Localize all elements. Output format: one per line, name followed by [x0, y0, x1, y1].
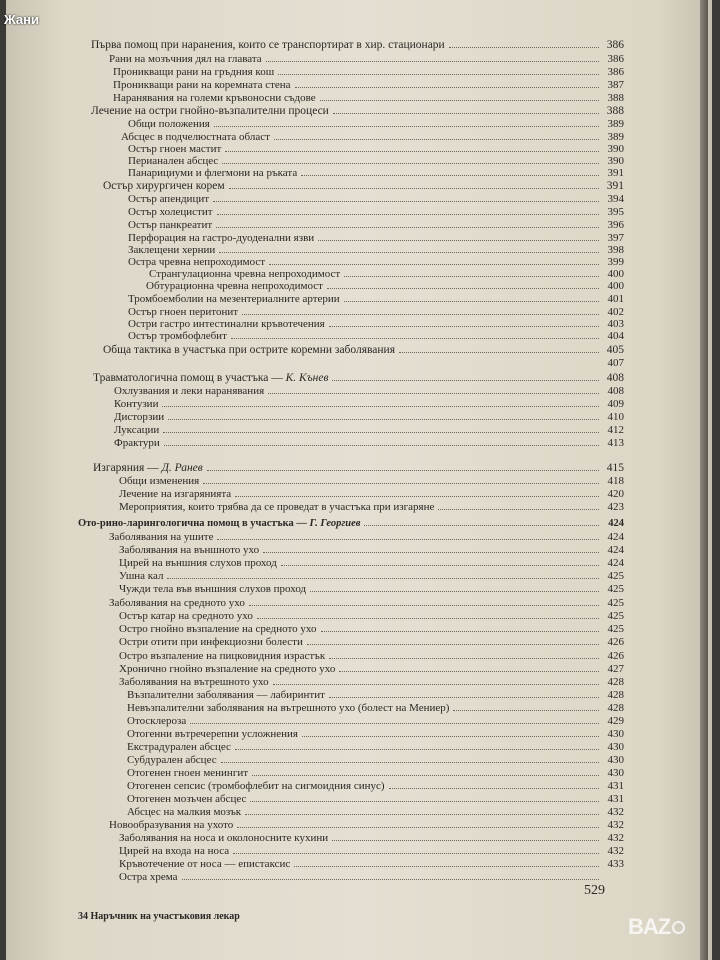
toc-entry-title: Обтурационна чревна непроходимост	[146, 280, 323, 292]
toc-entry	[114, 436, 624, 451]
toc-entry	[119, 635, 624, 650]
toc-leader-dots	[302, 736, 599, 737]
toc-leader-dots	[237, 827, 599, 828]
toc-leader-dots	[229, 188, 599, 189]
watermark-text: Жани	[4, 12, 39, 27]
toc-entry-title: Отогенен мозъчен абсцес	[127, 793, 247, 805]
toc-entry-page: 386	[606, 39, 624, 51]
toc-entry-title: Възпалителни заболявания — лабиринтит	[127, 689, 325, 701]
toc-entry-title: Остри гастро интестинални кръвотечения	[128, 318, 325, 330]
toc-entry-page: 412	[607, 424, 624, 436]
toc-entry-title: Заболявания на ушите	[109, 531, 214, 543]
toc-leader-dots	[307, 644, 599, 645]
toc-leader-dots	[225, 151, 599, 152]
toc-leader-dots	[217, 539, 599, 540]
toc-leader-dots	[281, 565, 599, 566]
toc-entry-title: Заболявания на носа и околоносните кухини	[119, 832, 329, 844]
toc-entry-title: Екстрадурален абсцес	[127, 741, 231, 753]
toc-entry-title: Кръвотечение от носа — епистаксис	[119, 858, 291, 870]
toc-entry-page: 432	[607, 819, 624, 831]
toc-entry-title: Остър тромбофлебит	[128, 330, 227, 342]
toc-entry-title: Травматологична помощ в участъка —	[93, 372, 283, 384]
toc-leader-dots	[364, 525, 599, 526]
toc-leader-dots	[329, 697, 599, 698]
toc-leader-dots	[301, 175, 599, 176]
toc-entry	[119, 870, 624, 885]
toc-entry-title: Хронично гнойно възпаление на средното ухо	[119, 663, 336, 675]
toc-entry-page: 397	[607, 232, 624, 244]
toc-entry-page: 404	[607, 330, 624, 342]
toc-leader-dots	[249, 605, 599, 606]
toc-entry-page: 425	[607, 570, 624, 582]
toc-entry-title: Цирей на входа на носа	[119, 845, 230, 857]
toc-entry-title: Общи изменения	[119, 475, 200, 487]
toc-entry-title: Луксации	[114, 424, 160, 436]
toc-entry-title: Ушна кал	[119, 570, 164, 582]
toc-entry-title: Остър гноен мастит	[128, 143, 222, 155]
toc-entry-author: Д. Ранев	[158, 462, 203, 474]
toc-leader-dots	[438, 509, 599, 510]
toc-entry-title: Първа помощ при наранения, които се транспортират в хир. стационари	[91, 39, 445, 51]
toc-entry-title: Охлузвания и леки наранявания	[114, 385, 265, 397]
toc-entry-title: Панарициуми и флегмони на ръката	[128, 167, 298, 179]
toc-entry-page: 425	[607, 597, 624, 609]
toc-entry-title: Тромбоемболии на мезентериалните артерии	[128, 293, 340, 305]
toc-entry-title: Остър катар на средното ухо	[119, 610, 253, 622]
toc-entry-page: 427	[607, 663, 624, 675]
toc-leader-dots	[339, 671, 599, 672]
toc-entry-title: Остър панкреатит	[128, 219, 213, 231]
toc-entry-title: Абсцес на малкия мозък	[127, 806, 242, 818]
toc-entry	[103, 356, 624, 371]
toc-leader-dots	[207, 470, 599, 471]
page-footer: 34 Наръчник на участъковия лекар	[78, 911, 240, 922]
toc-entry-page: 425	[607, 583, 624, 595]
toc-leader-dots	[269, 264, 599, 265]
toc-entry-title: Перфорация на гастро-дуоденални язви	[128, 232, 315, 244]
toc-entry-title: Остро гнойно възпаление на средното ухо	[119, 623, 317, 635]
toc-leader-dots	[164, 445, 599, 446]
toc-entry-title: Дисторзии	[114, 411, 165, 423]
toc-entry-page: 391	[607, 167, 624, 179]
toc-entry-page: 395	[607, 206, 624, 218]
toc-entry-page: 396	[607, 219, 624, 231]
toc-leader-dots	[320, 100, 599, 101]
toc-entry-page: 424	[607, 557, 624, 569]
toc-entry-title: Проникващи рани на гръдния кош	[113, 66, 275, 78]
toc-leader-dots	[221, 762, 599, 763]
toc-entry-title: Лечение на остри гнойно-възпалителни процеси	[91, 105, 329, 117]
toc-leader-dots	[162, 406, 599, 407]
toc-entry-title: Остър хирургичен корем	[103, 180, 225, 192]
toc-entry-title: Невъзпалителни заболявания на вътрешното ухо (болест на Мениер)	[127, 702, 450, 714]
toc-entry-page: 400	[607, 280, 624, 292]
toc-leader-dots	[250, 801, 599, 802]
toc-leader-dots	[278, 74, 599, 75]
toc-entry-title: Отогенен сепсис (тромбофлебит на сигмоидния синус)	[127, 780, 385, 792]
toc-leader-dots	[295, 87, 599, 88]
toc-entry	[119, 500, 624, 515]
toc-entry-page: 432	[607, 806, 624, 818]
toc-entry-page: 390	[607, 143, 624, 155]
toc-entry-title: Проникващи рани на коремната стена	[113, 79, 291, 91]
toc-entry-page: 387	[607, 79, 624, 91]
toc-entry-title: Фрактури	[114, 437, 160, 449]
toc-leader-dots	[168, 419, 599, 420]
toc-leader-dots	[257, 618, 599, 619]
toc-entry-page: 429	[607, 715, 624, 727]
toc-entry-title: Отогенен гноен менингит	[127, 767, 249, 779]
toc-entry-page: 403	[607, 318, 624, 330]
page-number: 529	[584, 883, 605, 898]
toc-entry-page: 430	[607, 754, 624, 766]
toc-leader-dots	[294, 866, 599, 867]
toc-entry-page: 388	[607, 92, 624, 104]
toc-leader-dots	[344, 276, 599, 277]
toc-leader-dots	[329, 658, 599, 659]
toc-leader-dots	[266, 61, 599, 62]
toc-entry-page: 391	[606, 180, 624, 192]
toc-entry-page: 400	[607, 268, 624, 280]
toc-leader-dots	[214, 126, 599, 127]
toc-entry-title: Наранявания на големи кръвоносни съдове	[113, 92, 316, 104]
toc-leader-dots	[235, 496, 599, 497]
toc-entry-page: 405	[606, 344, 624, 356]
toc-entry-title: Абсцес в подчелюстната област	[121, 131, 270, 143]
toc-entry	[91, 38, 624, 53]
table-of-contents	[6, 0, 712, 960]
toc-leader-dots	[167, 578, 599, 579]
toc-entry-page: 428	[607, 689, 624, 701]
book-spine	[700, 0, 708, 960]
toc-entry-title: Заклещени хернии	[128, 244, 216, 256]
toc-leader-dots	[235, 749, 599, 750]
toc-entry-title: Изгаряния —	[93, 462, 159, 474]
toc-entry-page: 408	[607, 385, 624, 397]
toc-entry-page: 432	[607, 845, 624, 857]
toc-entry-page: 424	[608, 518, 624, 529]
toc-entry	[128, 329, 624, 344]
toc-entry-title: Мероприятия, които трябва да се проведат в участъка при изгаряне	[119, 501, 435, 513]
toc-entry-title: Остра хрема	[119, 871, 178, 883]
toc-entry-page: 394	[607, 193, 624, 205]
toc-leader-dots	[182, 879, 599, 880]
toc-entry-page: 433	[607, 858, 624, 870]
toc-entry-title: Остри отити при инфекциозни болести	[119, 636, 303, 648]
toc-leader-dots	[203, 483, 599, 484]
toc-entry-title: Ото-рино-ларингологична помощ в участъка —	[78, 518, 307, 529]
toc-leader-dots	[163, 432, 599, 433]
toc-entry-title: Общи положения	[128, 118, 210, 130]
toc-leader-dots	[332, 380, 599, 381]
toc-entry-page: 401	[607, 293, 624, 305]
toc-entry-title: Обща тактика в участъка при острите коремни заболявания	[103, 344, 396, 356]
book-page	[6, 0, 712, 960]
toc-entry-title: Отогенни вътречерепни усложнения	[127, 728, 298, 740]
toc-entry-title: Чужди тела във външния слухов проход	[119, 583, 307, 595]
toc-entry-title: Рани на мозъчния дял на главата	[109, 53, 262, 65]
toc-entry-page: 386	[607, 66, 624, 78]
toc-entry	[78, 516, 624, 531]
toc-leader-dots	[222, 163, 599, 164]
toc-entry-title: Заболявания на вътрешното ухо	[119, 676, 269, 688]
toc-leader-dots	[245, 814, 599, 815]
toc-leader-dots	[268, 393, 599, 394]
toc-leader-dots	[318, 240, 599, 241]
toc-entry-page: 418	[607, 475, 624, 487]
toc-entry-author: Г. Георгиев	[306, 518, 361, 529]
toc-entry-page: 407	[607, 357, 624, 369]
toc-leader-dots	[453, 710, 599, 711]
toc-entry-page: 386	[607, 53, 624, 65]
toc-leader-dots	[217, 214, 599, 215]
toc-leader-dots	[216, 227, 599, 228]
toc-leader-dots	[190, 723, 599, 724]
toc-leader-dots	[252, 775, 599, 776]
toc-leader-dots	[321, 631, 599, 632]
toc-entry-title: Заболявания на външното ухо	[119, 544, 260, 556]
toc-entry-page: 428	[607, 702, 624, 714]
toc-entry-title: Заболявания на средното ухо	[109, 597, 245, 609]
toc-entry-page: 431	[607, 793, 624, 805]
toc-leader-dots	[310, 591, 599, 592]
toc-entry-page: 424	[607, 531, 624, 543]
toc-entry-page: 426	[607, 650, 624, 662]
toc-entry-title: Цирей на външния слухов проход	[119, 557, 277, 569]
toc-leader-dots	[327, 288, 599, 289]
toc-entry-title: Перианален абсцес	[128, 155, 219, 167]
toc-entry-title: Новообразувания на ухото	[109, 819, 234, 831]
toc-leader-dots	[399, 352, 599, 353]
toc-entry-page: 398	[607, 244, 624, 256]
toc-leader-dots	[231, 338, 599, 339]
toc-leader-dots	[242, 314, 599, 315]
toc-entry-page: 423	[607, 501, 624, 513]
toc-entry-page: 430	[607, 728, 624, 740]
toc-leader-dots	[273, 684, 599, 685]
toc-leader-dots	[213, 201, 599, 202]
toc-leader-dots	[233, 853, 599, 854]
toc-entry-page: 409	[607, 398, 624, 410]
toc-entry-title: Лечение на изгарянията	[119, 488, 232, 500]
toc-leader-dots	[389, 788, 599, 789]
toc-leader-dots	[332, 840, 599, 841]
toc-leader-dots	[344, 301, 599, 302]
toc-entry-page: 424	[607, 544, 624, 556]
toc-leader-dots	[329, 326, 599, 327]
toc-entry-title: Остра чревна непроходимост	[128, 256, 266, 268]
toc-entry-title: Странгулационна чревна непроходимост	[149, 268, 341, 280]
toc-entry-page: 430	[607, 741, 624, 753]
toc-leader-dots	[219, 252, 599, 253]
toc-entry-title: Остър гноен перитонит	[128, 306, 239, 318]
toc-entry-page: 428	[607, 676, 624, 688]
toc-leader-dots	[449, 47, 599, 48]
toc-leader-dots	[263, 552, 599, 553]
toc-entry-page: 425	[607, 610, 624, 622]
toc-entry-page: 425	[607, 623, 624, 635]
toc-entry-page: 413	[607, 437, 624, 449]
toc-entry-title: Остър холецистит	[128, 206, 213, 218]
toc-entry-page: 415	[606, 462, 624, 474]
toc-entry-title: Остро възпаление на пицковидния израстък	[119, 650, 326, 662]
toc-entry-author: К. Кънев	[282, 372, 329, 384]
toc-leader-dots	[333, 113, 599, 114]
toc-entry	[119, 582, 624, 597]
toc-entry-page: 402	[607, 306, 624, 318]
toc-entry-title: Остър апендицит	[128, 193, 210, 205]
toc-entry-page: 408	[606, 372, 624, 384]
toc-entry-page: 399	[607, 256, 624, 268]
toc-entry-title: Контузии	[114, 398, 159, 410]
toc-entry-page: 410	[607, 411, 624, 423]
toc-entry-page: 390	[607, 155, 624, 167]
toc-entry-title: Субдурален абсцес	[127, 754, 217, 766]
toc-entry-title: Отосклероза	[127, 715, 187, 727]
toc-entry-page: 420	[607, 488, 624, 500]
toc-leader-dots	[274, 139, 599, 140]
toc-entry-page: 432	[607, 832, 624, 844]
toc-entry-page: 389	[607, 118, 624, 130]
toc-entry-page: 389	[607, 131, 624, 143]
toc-entry-page: 431	[607, 780, 624, 792]
brand-logo: BAZ	[628, 914, 704, 952]
toc-entry-page: 388	[606, 105, 624, 117]
toc-entry-page: 430	[607, 767, 624, 779]
toc-entry-page: 426	[607, 636, 624, 648]
